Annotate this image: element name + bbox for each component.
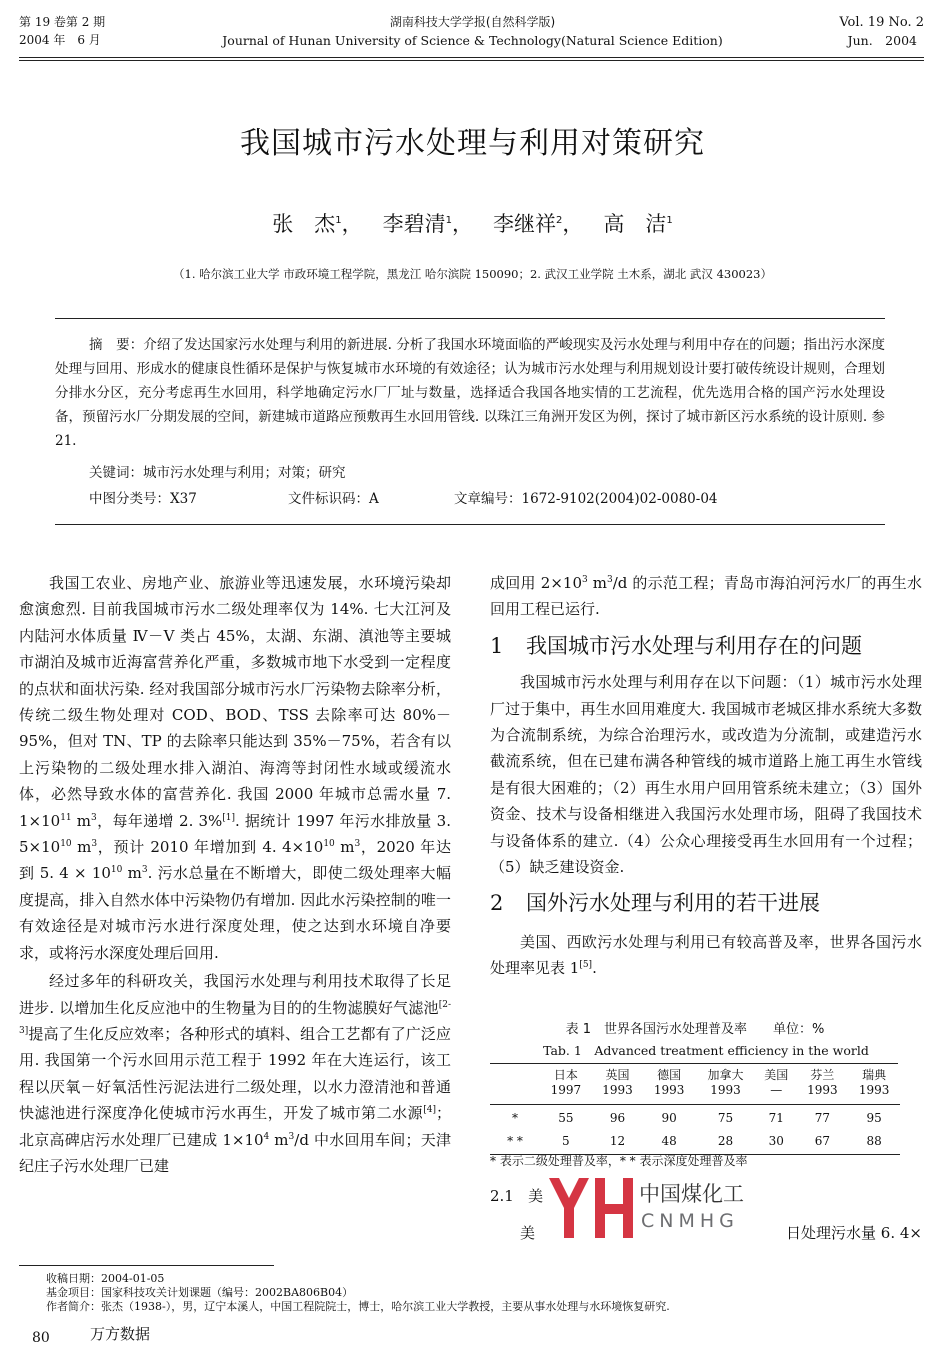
- table-row: * 55 96 90 75 71 77 95: [490, 1105, 900, 1127]
- footnote-funding: 基金项目：国家科技攻关计划课题（编号：2002BA806B04）: [46, 1286, 354, 1299]
- citation: [5]: [579, 960, 593, 971]
- author: 李碧清$^1$: [382, 212, 452, 236]
- paragraph: 成回用 $2\times 10^3$ $m^3/d$ 的示范工程；青岛市海泊河污水厂的再生水回用工程已运行.: [490, 574, 922, 619]
- table-note: * 表示二级处理普及率，* * 表示深度处理普及率: [490, 1154, 748, 1168]
- section-heading-1: 1 我国城市污水处理与利用存在的问题: [490, 633, 862, 658]
- author: 李继祥$^2$: [493, 212, 563, 236]
- wanfang-mark: 万方数据: [90, 1325, 151, 1343]
- table-caption-en: Tab. 1 Advanced treatment efficiency in the world: [543, 1043, 869, 1058]
- paragraph: 美国、西欧污水处理与利用已有较高普及率，世界各国污水处理率见表 1[5].: [490, 932, 922, 978]
- author-list: 张 杰$^1$， 李碧清$^1$， 李继祥$^2$， 高 洁$^1$: [272, 212, 673, 236]
- citation: [1]: [222, 812, 236, 823]
- subsection-heading-2-1: 2.1 美: [490, 1187, 544, 1205]
- author: 高 洁$^1$: [603, 212, 673, 236]
- abstract-label: 摘 要：: [89, 337, 144, 353]
- footnote-author-bio: 作者简介：张杰（1938-），男，辽宁本溪人，中国工程院院士，博士，哈尔滨工业大学教授，主要从事水处理与水环境恢复研究.: [46, 1300, 670, 1313]
- citation: [2-3]: [19, 999, 451, 1036]
- data-table: [490, 1068, 900, 1155]
- header-volume-cn: 第 19 卷第 2 期: [19, 15, 106, 29]
- watermark-text-cn: 中国煤化工: [639, 1182, 744, 1206]
- section-heading-2: 2 国外污水处理与利用的若干进展: [490, 891, 820, 916]
- table-caption-cn: 表 1 世界各国污水处理普及率 单位：%: [565, 1022, 825, 1037]
- table-top-rule: [490, 1063, 898, 1064]
- paragraph: 经过多年的科研攻关，我国污水处理与利用技术取得了长足进步. 以增加生化反应池中的生物量为目的的生物滤膜好气滤池[2-3]提高了生化反应效率；各种形式的填料、组合工艺都有了广泛应用. 我国第一个污水回用示范工程于 1992 年在大连运行，该工程以厌氧－好氧活性污泥法进行二级处理，以水力澄清池和普通快滤池进行深度净化使城市污水再生，开发了城市第二水源[4]；北京高碑店污水处理厂已建成 $1\times 10^4$ $m^3/d$ 中水回用车间；天津纪庄子污水处理厂已建: [19, 972, 451, 1175]
- header-volume-en: Vol. 19 No. 2: [839, 15, 924, 30]
- paragraph: 我国工农业、房地产业、旅游业等迅速发展，水环境污染却愈演愈烈. 目前我国城市污水二级处理率仅为 14%. 七大江河及内陆河水体质量 Ⅳ－Ⅴ 类占 45%，太湖、东湖、滇池等主要城市湖泊及城市近海富营养化严重，多数城市地下水受到一定程度的点状和面状污染. 经对我国部分城市污水厂污染物去除率分析，传统二级生物处理对 COD、BOD、TSS 去除率可达 80%－95%，但对 TN、TP 的去除率只能达到 35%－75%，若含有以上污染物的二级处理水排入湖泊、海湾等封闭性水域或缓流水体，必然导致水体的富营养化. 我国 2000 年城市总需水量 7. $1\times 10^{11}$ $m^3$，每年递增 2. 3%[1]. 据统计 1997 年污水排放量 3. $5\times 10^{10}$ $m^3$，预计 2010 年增加到 4. $4\times 10^{10}$ $m^3$，2020 年达到 5. $4 \times 10^{10}$ $m^3$. 污水总量在不断增大，即使二级处理率大幅度提高，排入自然水体中污染物仍有增加. 因此水污染控制的唯一有效途径是对城市污水进行深度处理，使之达到水环境自净要求，或将污水深度处理后回用.: [19, 574, 451, 962]
- table-row: * * 5 12 48 28 30 67 88: [490, 1126, 900, 1155]
- citation: [4]: [423, 1105, 436, 1116]
- right-column: [490, 570, 922, 982]
- abstract: [55, 333, 885, 453]
- clc-number: 中图分类号：X37: [89, 491, 197, 507]
- header-rule-2: [19, 60, 924, 61]
- header-journal-en: Journal of Hunan University of Science & Technology(Natural Science Edition): [222, 33, 723, 48]
- table-header-row: 日本 1997 英国 1993 德国 1993 加拿大 1993 美国 — 芬兰 1993 瑞典 1993: [550, 1068, 890, 1097]
- abstract-top-rule: [55, 318, 885, 319]
- footnote-received: 收稿日期：2004-01-05: [46, 1272, 165, 1285]
- abstract-bottom-rule: [55, 524, 885, 525]
- affiliation: （1. 哈尔滨工业大学 市政环境工程学院，黑龙江 哈尔滨院 150090；2. 武汉工业学院 土木系，湖北 武汉 430023）: [173, 267, 772, 281]
- page-number: 80: [32, 1330, 50, 1346]
- header-rule: [19, 57, 924, 58]
- author: 张 杰$^1$: [272, 212, 342, 236]
- header-journal-cn: 湖南科技大学学报(自然科学版): [389, 15, 556, 29]
- header-date-en: Jun. 2004: [847, 33, 917, 48]
- paragraph: 美 日处理污水量 6. 4×: [520, 1224, 922, 1242]
- header-date-cn: 2004 年 6 月: [19, 33, 101, 47]
- footnote-rule: [19, 1265, 274, 1266]
- left-column: [19, 570, 451, 1179]
- paper-title: 我国城市污水处理与利用对策研究: [240, 126, 705, 161]
- watermark-text-en: CNMHG: [641, 1210, 739, 1232]
- watermark-logo: [543, 1174, 749, 1244]
- document-code: 文件标识码：A: [288, 491, 379, 507]
- article-number: 文章编号：1672-9102(2004)02-0080-04: [454, 491, 718, 507]
- abstract-text: 介绍了发达国家污水处理与利用的新进展. 分析了我国水环境面临的严峻现实及污水处理与利用中存在的问题；指出污水深度处理与回用、形成水的健康良性循环是保护与恢复城市水环境的有效途径；认为城市污水处理与利用规划设计要打破传统设计规则，合理划分排水分区，充分考虑再生水回用，科学地确定污水厂厂址与数量，选择适合我国各地实情的工艺流程，优先选用合格的国产污水处理设备，预留污水厂分期发展的空间，新建城市道路应预敷再生水回用管线. 以珠江三角洲开发区为例，探讨了城市新区污水系统的设计原则. 参 21.: [55, 337, 885, 449]
- paragraph: 我国城市污水处理与利用存在以下问题：（1）城市污水处理厂过于集中，再生水回用难度大. 我国城市老城区排水系统大多数为合流制系统，为综合治理污水，或改造为分流制，或建造污水截流系统，但在已建布满各种管线的城市道路上施工再生水管线是有很大困难的；（2）再生水用户回用管系统未建立；（3）国外资金、技术与设备相继进入我国污水处理市场，阻碍了我国技术与设备体系的建立.（4）公众心理接受再生水回用有一个过程；（5）缺乏建设资金.: [490, 673, 922, 877]
- keywords: 关键词：城市污水处理与利用；对策；研究: [89, 465, 346, 481]
